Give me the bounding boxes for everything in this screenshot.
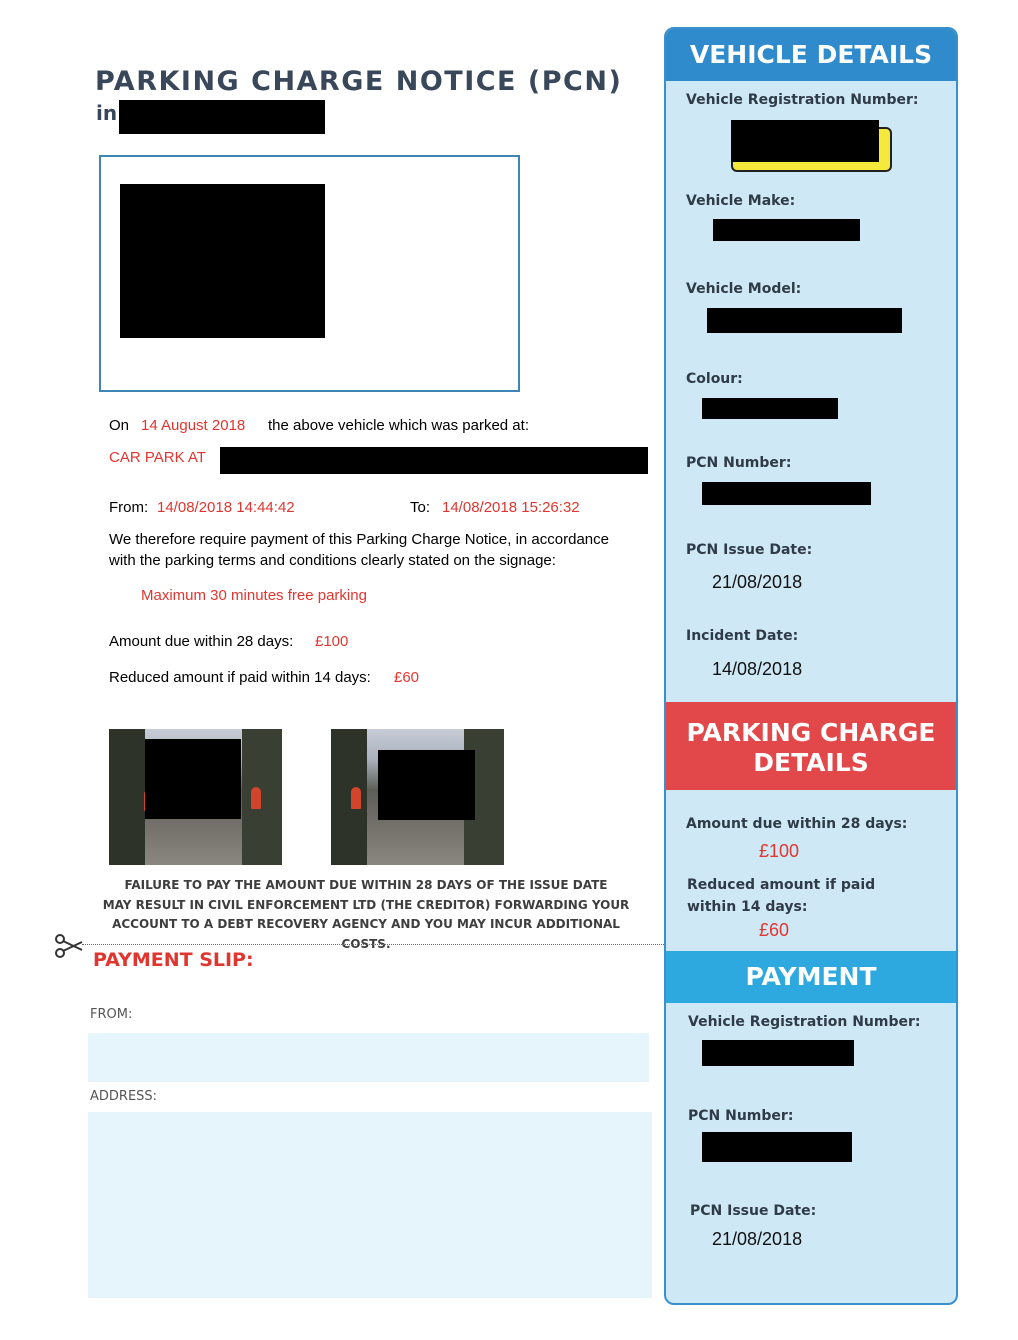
redacted-registration [731,120,879,162]
on-label: On [109,417,130,434]
redacted-location [220,447,648,474]
payment-pcn-label: PCN Number: [688,1108,794,1124]
amount-due-value: £100 [315,633,349,650]
charge-details-heading-line-2: DETAILS [753,748,869,777]
charge-amount-value: £100 [759,841,800,861]
vehicle-model-label: Vehicle Model: [686,281,802,297]
pcn-number-label: PCN Number: [686,455,792,471]
vehicle-details-heading-text: VEHICLE DETAILS [689,40,933,69]
from-field-label: FROM: [90,1007,133,1022]
payment-text-line-1: We therefore require payment of this Parking Charge Notice, in accordance [109,531,609,548]
parked-text: the above vehicle which was parked at: [268,417,529,434]
evidence-photo-2 [331,729,504,865]
payment-heading [666,951,956,1003]
from-field[interactable] [88,1033,649,1082]
charge-reduced-label-2: within 14 days: [687,899,808,915]
warning-line-3: ACCOUNT TO A DEBT RECOVERY AGENCY AND YOU MAY INCUR ADDITIONAL COSTS. [112,917,620,951]
charge-details-heading-line-1: PARKING CHARGE [686,718,936,747]
payment-heading-text: PAYMENT [745,962,877,991]
redacted-colour [702,398,838,419]
vehicle-details-heading [666,29,956,81]
location-text: CAR PARK AT [109,449,206,466]
pcn-issue-date-label: PCN Issue Date: [686,542,813,558]
redacted-photo-2 [378,750,475,820]
payment-issue-date-value: 21/08/2018 [712,1229,803,1249]
incident-date-label: Incident Date: [686,628,799,644]
charge-amount-label: Amount due within 28 days: [686,816,908,832]
charge-reduced-label-1: Reduced amount if paid [687,877,876,893]
reduced-amount-label: Reduced amount if paid within 14 days: [109,669,371,686]
redacted-make [713,219,860,241]
payment-text-line-2: with the parking terms and conditions clearly stated on the signage: [109,552,556,569]
title-in-label: in [96,101,118,125]
payment-issue-date-label: PCN Issue Date: [690,1203,817,1219]
redacted-photo-1 [145,739,241,819]
redacted-payment-registration [702,1040,854,1066]
incident-date-value: 14/08/2018 [712,659,803,679]
payment-reg-label: Vehicle Registration Number: [688,1014,921,1030]
vehicle-reg-label: Vehicle Registration Number: [686,92,919,108]
from-value: 14/08/2018 14:44:42 [157,499,295,516]
page-title: PARKING CHARGE NOTICE (PCN) [95,66,623,97]
amount-due-label: Amount due within 28 days: [109,633,294,650]
redacted-vehicle-image [120,184,325,338]
parking-term: Maximum 30 minutes free parking [141,587,367,604]
charge-reduced-value: £60 [759,920,790,940]
redacted-model [707,308,902,333]
redacted-payment-pcn [702,1132,852,1162]
from-label: From: [109,499,149,516]
redacted-pcn-number [702,482,871,505]
address-field-label: ADDRESS: [90,1089,158,1104]
pcn-issue-date-value: 21/08/2018 [712,572,803,592]
colour-label: Colour: [686,371,743,387]
to-label: To: [410,499,431,516]
scissors-icon [53,933,83,959]
payment-slip-title: PAYMENT SLIP: [93,949,254,971]
redacted-location-title [119,100,325,134]
enforcement-warning [96,876,636,954]
address-field[interactable] [88,1112,652,1298]
warning-line-2: MAY RESULT IN CIVIL ENFORCEMENT LTD (THE CREDITOR) FORWARDING YOUR [102,897,630,912]
warning-line-1: FAILURE TO PAY THE AMOUNT DUE WITHIN 28 DAYS OF THE ISSUE DATE [124,878,608,892]
reduced-amount-value: £60 [394,669,420,686]
to-value: 14/08/2018 15:26:32 [442,499,580,516]
vehicle-make-label: Vehicle Make: [686,193,796,209]
incident-date-text: 14 August 2018 [141,417,246,434]
charge-details-heading [666,702,956,790]
evidence-photo-1 [109,729,282,865]
